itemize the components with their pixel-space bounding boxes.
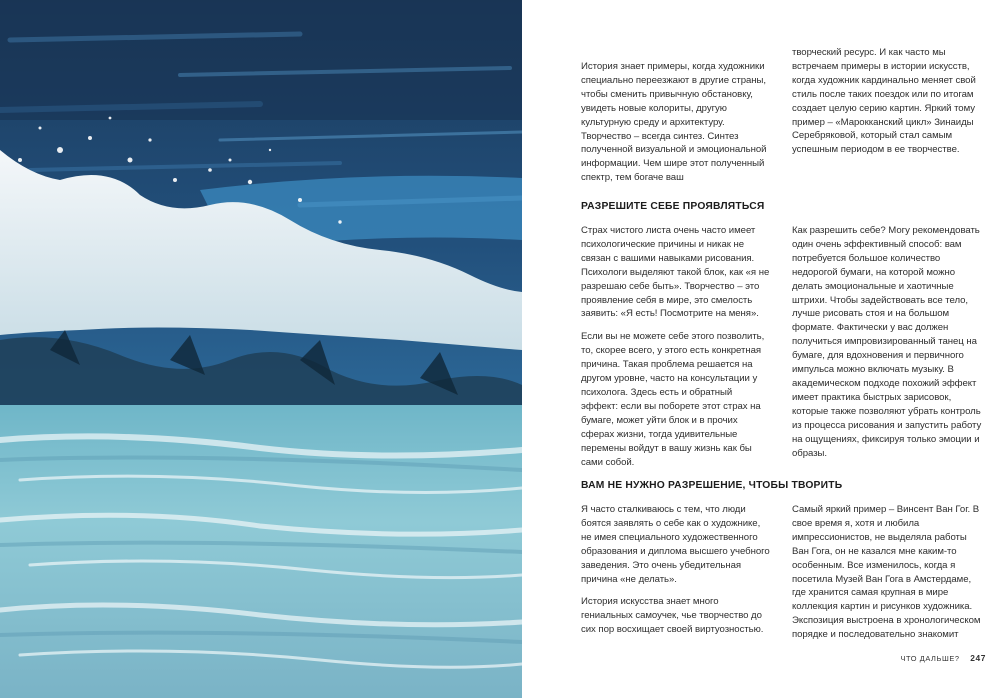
section2-column-1: [581, 503, 771, 646]
page-footer: [900, 653, 986, 663]
section-heading-no-permission: ВАМ НЕ НУЖНО РАЗРЕШЕНИЕ, ЧТОБЫ ТВОРИТЬ: [581, 480, 843, 491]
section1-paragraph-1: Страх чистого листа очень часто имеет психологические причины и никак не связан с вашими навыками рисования. Психологи выделяют такой блок, как «я не разрешаю себе быть». Творчество – это проявление себя в мире, это смелость заявить: «Я есть! Посмотрите на меня».: [581, 225, 770, 320]
section1-column-2: [792, 224, 982, 469]
footer-section-label: ЧТО ДАЛЬШЕ?: [900, 654, 960, 663]
section-heading-allow-yourself: РАЗРЕШИТЕ СЕБЕ ПРОЯВЛЯТЬСЯ: [581, 201, 765, 212]
section1-column-1: [581, 224, 771, 478]
section2-paragraph-1: Я часто сталкиваюсь с тем, что люди боятся заявлять о себе как о художнике, не имея специального художественного образования и диплома высшего учебного заведения. Это очень убедительная причина «не делать».: [581, 504, 770, 585]
section2-paragraph-3: Самый яркий пример – Винсент Ван Гог. В свое время я, хотя и любила импрессионистов, не выделяла работы Ван Гога, он не казался мне каким-то особенным. Все изменилось, когда я посетила Музей Ван Гога в Амстердаме, где хранится самая крупная в мире коллекция картин и рисунков художника. Экспозиция выстроена в хронологическом порядке и последовательно знакомит: [792, 504, 981, 641]
text-page: [522, 0, 1000, 698]
section2-column-2: [792, 503, 982, 651]
intro-column-1: [581, 60, 771, 194]
intro-column-2: [792, 46, 982, 166]
section2-paragraph-2: История искусства знает много гениальных самоучек, чье творчество до сих пор восхищает своей виртуозностью.: [581, 596, 764, 636]
section1-paragraph-3: Как разрешить себе? Могу рекомендовать один очень эффективный способ: вам потребуется большое количество недорогой бумаги, на которой можно делать эмоциональные и хаотичные штрихи. Чтобы задействовать все тело, лучше рисовать стоя и на большом формате. Фактически у вас должен получиться импровизированный танец на бумаге, для вдохновения и первичного импульса можно включать музыку. В академическом подходе похожий эффект имеет практика быстрых зарисовок, которые также позволяют убрать контроль из процесса рисования и запустить работу на ощущениях, фиксируя только эмоции и образы.: [792, 225, 982, 459]
intro-paragraph-1: История знает примеры, когда художники специально переезжают в другие страны, чтобы сменить привычную обстановку, увидеть новые колориты, другую культурную среду и архитектуру. Творчество – всегда синтез. Синтез полученной визуальной и эмоциональной информации. Чем шире этот полученный спектр, тем богаче ваш: [581, 61, 767, 184]
intro-paragraph-2: творческий ресурс. И как часто мы встречаем примеры в истории искусств, когда художник кардинально меняет свой стиль после таких поездок или по итогам создает целую серию картин. Яркий тому пример – «Марокканский цикл» Зинаиды Серебряковой, который стал самым успешным периодом в ее творчестве.: [792, 47, 976, 156]
page-number: 247: [970, 653, 986, 663]
section1-paragraph-2: Если вы не можете себе этого позволить, то, скорее всего, у этого есть конкретная причина. Такая проблема решается на другом уровне, часто на консультации у психолога. Здесь есть и обратный эффект: если вы поборете этот страх на бумаге, может уйти блок и в прочих сферах жизни, тогда удивительные перемены войдут в вашу жизнь как бы сами собой.: [581, 331, 765, 468]
